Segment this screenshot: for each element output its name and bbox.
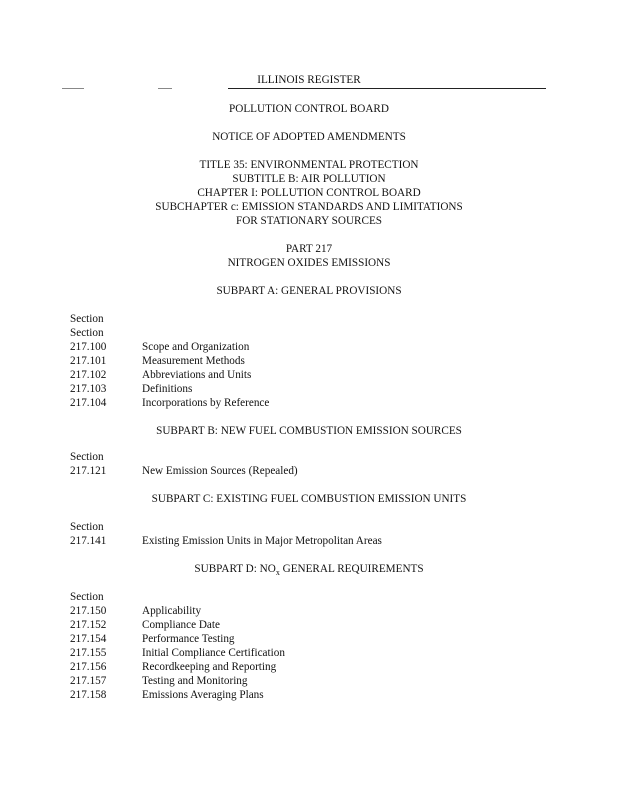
section-number: 217.150	[70, 605, 107, 617]
section-number: 217.102	[70, 369, 107, 381]
register-title: ILLINOIS REGISTER	[257, 74, 361, 86]
section-label: Section	[70, 327, 104, 339]
section-number: 217.121	[70, 465, 107, 477]
subtitle-heading: SUBTITLE B: AIR POLLUTION	[232, 173, 386, 185]
section-number: 217.104	[70, 397, 107, 409]
section-title: Existing Emission Units in Major Metropolitan Areas	[142, 535, 382, 547]
header-dash-mid	[158, 88, 172, 89]
subpart-d-title	[0, 562, 618, 576]
section-number: 217.152	[70, 619, 107, 631]
section-label: Section	[70, 591, 104, 603]
section-title: Definitions	[142, 383, 193, 395]
section-number: 217.158	[70, 689, 107, 701]
section-title: Compliance Date	[142, 619, 220, 631]
section-number: 217.156	[70, 661, 107, 673]
title-heading: TITLE 35: ENVIRONMENTAL PROTECTION	[199, 159, 419, 171]
section-label: Section	[70, 313, 104, 325]
subpart-c-title: SUBPART C: EXISTING FUEL COMBUSTION EMISSION UNITS	[151, 493, 467, 505]
subpart-a-title: SUBPART A: GENERAL PROVISIONS	[216, 285, 402, 297]
section-title: Abbreviations and Units	[142, 369, 252, 381]
section-number: 217.103	[70, 383, 107, 395]
section-title: New Emission Sources (Repealed)	[142, 465, 298, 477]
chapter-heading: CHAPTER I: POLLUTION CONTROL BOARD	[197, 187, 421, 199]
agency-name: POLLUTION CONTROL BOARD	[229, 103, 389, 115]
section-title: Applicability	[142, 605, 202, 617]
section-number: 217.157	[70, 675, 107, 687]
section-number: 217.101	[70, 355, 107, 367]
subpart-b-title: SUBPART B: NEW FUEL COMBUSTION EMISSION SOURCES	[156, 425, 462, 437]
section-title: Incorporations by Reference	[142, 397, 270, 409]
section-number: 217.155	[70, 647, 107, 659]
subpart-d-title-text: SUBPART D: $NO_x$ GENERAL REQUIREMENTS	[194, 563, 424, 578]
notice-title: NOTICE OF ADOPTED AMENDMENTS	[212, 131, 406, 143]
header-rule	[228, 88, 546, 89]
subchapter-heading-line1: SUBCHAPTER c: EMISSION STANDARDS AND LIMITATIONS	[155, 201, 463, 213]
section-title: Emissions Averaging Plans	[142, 689, 264, 701]
section-number: 217.100	[70, 341, 107, 353]
section-title: Testing and Monitoring	[142, 675, 248, 687]
subscript-x: x	[275, 568, 280, 578]
header-dash-left	[62, 88, 84, 89]
section-title: Measurement Methods	[142, 355, 245, 367]
section-number: 217.154	[70, 633, 107, 645]
section-label: Section	[70, 521, 104, 533]
section-title: Performance Testing	[142, 633, 235, 645]
section-label: Section	[70, 451, 104, 463]
subchapter-heading-line2: FOR STATIONARY SOURCES	[235, 215, 383, 227]
section-title: Scope and Organization	[142, 341, 250, 353]
part-name: NITROGEN OXIDES EMISSIONS	[227, 257, 391, 269]
part-heading: PART 217	[285, 243, 333, 255]
section-title: Initial Compliance Certification	[142, 647, 285, 659]
section-title: Recordkeeping and Reporting	[142, 661, 277, 673]
section-number: 217.141	[70, 535, 107, 547]
